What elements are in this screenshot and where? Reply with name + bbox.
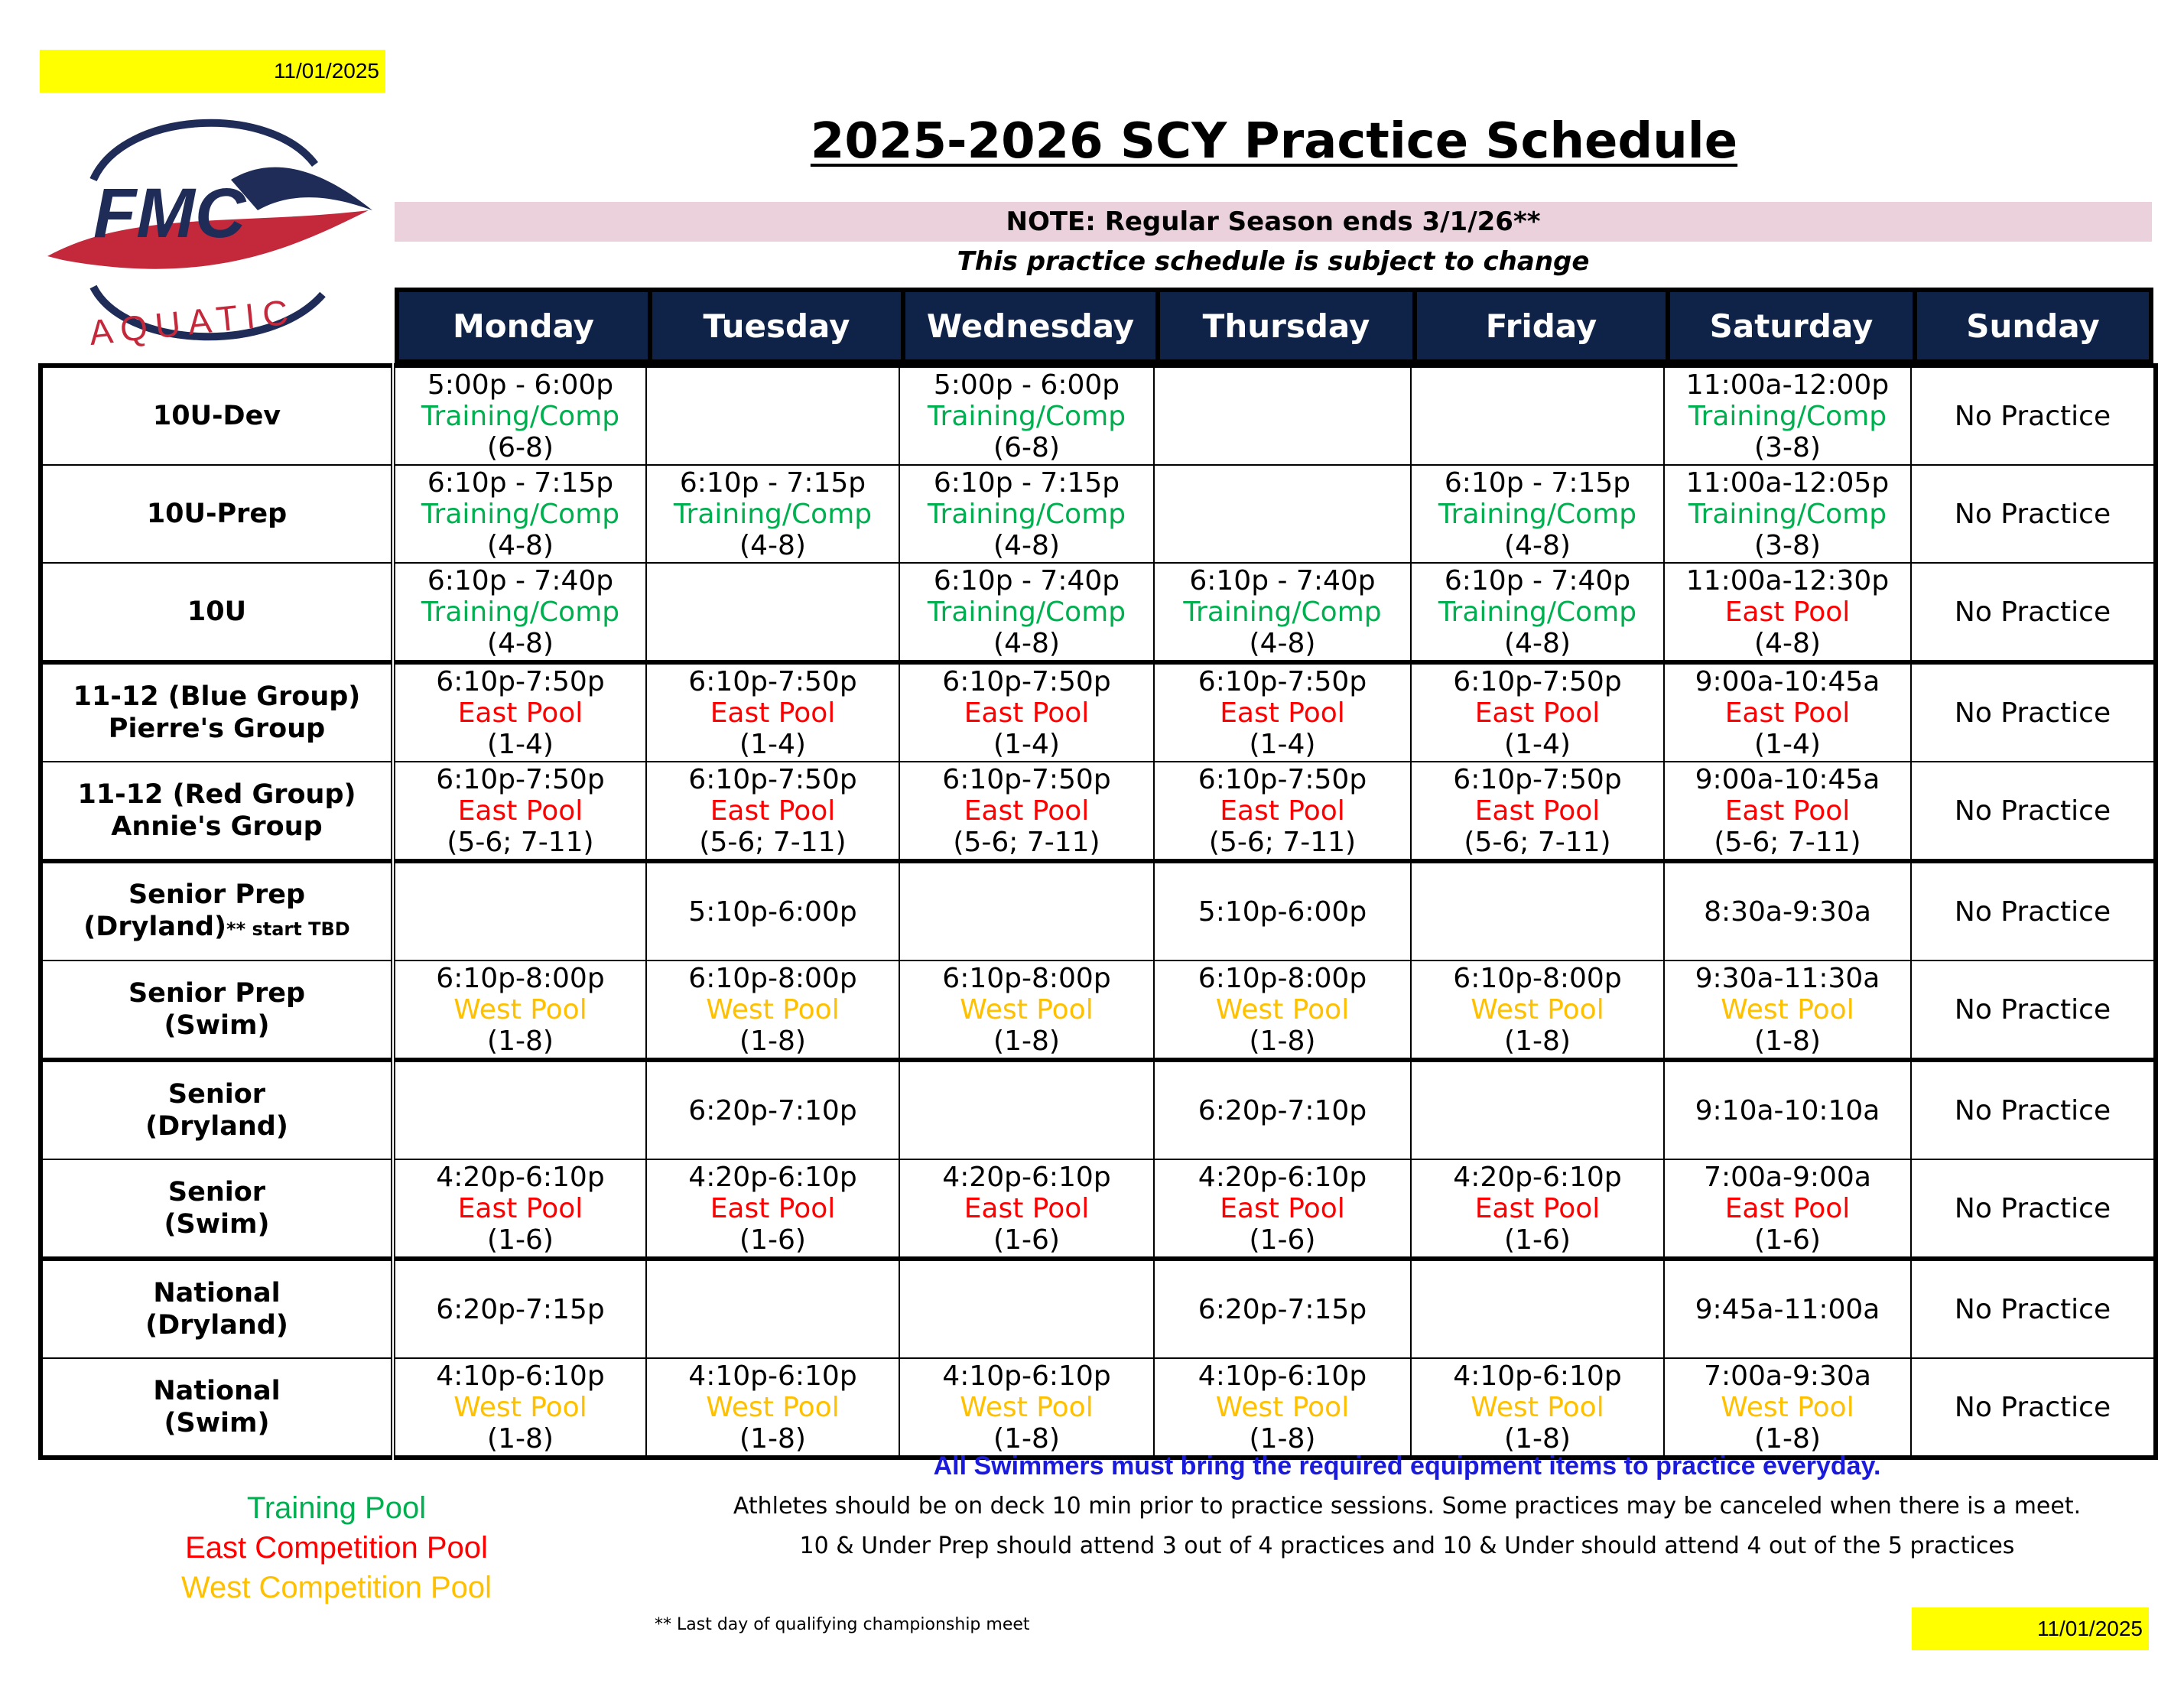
group-name-line: (Swim) — [164, 1408, 270, 1438]
session-time: 6:10p-7:50p — [688, 665, 857, 697]
group-name — [41, 662, 393, 762]
session-cell-monday — [393, 961, 646, 1060]
no-practice-label: No Practice — [1954, 1094, 2111, 1126]
pool-label: West Pool — [1215, 993, 1350, 1026]
session-time: 6:10p - 7:40p — [1189, 564, 1376, 596]
no-practice-label: No Practice — [1954, 1391, 2111, 1423]
session-cell-monday — [393, 465, 646, 563]
group-name-line: 11-12 (Red Group) — [77, 779, 356, 810]
session-time: 6:10p-8:00p — [1453, 962, 1622, 994]
pool-label: West Pool — [1721, 993, 1854, 1026]
session-cell-tuesday — [646, 1358, 899, 1458]
pool-label: East Pool — [1220, 795, 1345, 827]
pool-label: East Pool — [964, 795, 1090, 827]
pool-label: East Pool — [457, 697, 583, 729]
session-time: 4:20p-6:10p — [688, 1161, 857, 1193]
pool-label: Training/Comp — [1183, 596, 1382, 628]
lane-range: (6-8) — [487, 431, 554, 463]
lane-range: (1-8) — [1504, 1025, 1571, 1057]
group-name-suffix: ** start TBD — [226, 918, 350, 940]
session-cell-thursday — [1154, 1259, 1411, 1358]
session-cell-tuesday — [646, 465, 899, 563]
group-name-line: 10U-Prep — [146, 499, 288, 529]
pool-label: West Pool — [1471, 993, 1604, 1026]
pool-label: West Pool — [960, 993, 1094, 1026]
session-cell-saturday — [1664, 662, 1911, 762]
pool-label: Training/Comp — [421, 498, 620, 530]
date-badge-bottom: 11/01/2025 — [1912, 1607, 2149, 1650]
session-cell-friday — [1411, 465, 1664, 563]
lane-range: (4-8) — [993, 529, 1060, 561]
lane-range: (4-8) — [993, 627, 1060, 659]
group-name-line: 10U-Dev — [152, 401, 281, 431]
session-cell-monday — [393, 861, 646, 961]
pool-label: East Pool — [710, 795, 836, 827]
pool-label: East Pool — [1724, 1192, 1851, 1224]
session-cell-wednesday — [899, 662, 1154, 762]
schedule-row — [41, 662, 2156, 762]
lane-range: (4-8) — [739, 529, 806, 561]
lane-range: (1-8) — [1754, 1025, 1821, 1057]
session-cell-saturday — [1664, 465, 1911, 563]
pool-label: West Pool — [1721, 1391, 1854, 1423]
group-name-line: 10U — [187, 596, 247, 627]
schedule-disclaimer: This practice schedule is subject to change — [957, 246, 1590, 277]
schedule-row — [41, 465, 2156, 563]
group-name-line: Senior — [167, 1079, 266, 1110]
lane-range: (5-6; 7-11) — [953, 826, 1100, 858]
session-cell-friday — [1411, 762, 1664, 861]
lane-range: (1-6) — [739, 1224, 806, 1256]
session-time: 4:20p-6:10p — [436, 1161, 605, 1193]
pool-label: West Pool — [706, 1391, 840, 1423]
session-time: 6:10p-7:50p — [436, 665, 605, 697]
session-time: 6:20p-7:10p — [688, 1094, 857, 1126]
session-time: 11:00a-12:30p — [1685, 564, 1890, 596]
session-cell-saturday — [1664, 1259, 1911, 1358]
lane-range: (3-8) — [1754, 431, 1821, 463]
lane-range: (5-6; 7-11) — [1714, 826, 1861, 858]
lane-range: (1-8) — [993, 1025, 1060, 1057]
day-header-row — [395, 288, 2153, 364]
group-name-line: (Dryland) — [83, 911, 227, 942]
session-cell-saturday — [1664, 762, 1911, 861]
session-time: 6:10p-8:00p — [1198, 962, 1367, 994]
schedule-row — [41, 762, 2156, 861]
lane-range: (1-4) — [1754, 728, 1821, 760]
lane-range: (6-8) — [993, 431, 1060, 463]
session-cell-wednesday — [899, 762, 1154, 861]
schedule-row — [41, 1159, 2156, 1259]
schedule-row — [41, 563, 2156, 662]
legend-west-pool: West Competition Pool — [180, 1571, 492, 1604]
pool-label: West Pool — [706, 993, 840, 1026]
session-time: 6:10p-7:50p — [688, 763, 857, 795]
session-cell-thursday — [1154, 861, 1411, 961]
lane-range: (4-8) — [1249, 627, 1316, 659]
session-cell-tuesday — [646, 1159, 899, 1259]
session-cell-wednesday — [899, 563, 1154, 662]
session-cell-sunday — [1911, 762, 2156, 861]
no-practice-label: No Practice — [1954, 697, 2111, 729]
pool-label: Training/Comp — [1438, 596, 1637, 628]
lane-range: (5-6; 7-11) — [447, 826, 594, 858]
session-cell-friday — [1411, 961, 1664, 1060]
session-cell-sunday — [1911, 662, 2156, 762]
no-practice-label: No Practice — [1954, 498, 2111, 530]
lane-range: (1-8) — [1249, 1025, 1316, 1057]
session-time: 4:10p-6:10p — [688, 1360, 857, 1392]
no-practice-label: No Practice — [1954, 596, 2111, 628]
pool-label: Training/Comp — [927, 400, 1126, 432]
session-cell-tuesday — [646, 1060, 899, 1159]
logo-word: AQUATIC — [87, 291, 298, 353]
session-cell-wednesday — [899, 1159, 1154, 1259]
session-time: 6:10p-7:50p — [436, 763, 605, 795]
session-cell-wednesday — [899, 366, 1154, 465]
day-header-saturday: Saturday — [1666, 288, 1913, 364]
session-time: 6:10p-7:50p — [942, 665, 1111, 697]
group-name — [41, 961, 393, 1060]
session-time: 6:10p-8:00p — [688, 962, 857, 994]
pool-label: East Pool — [1724, 795, 1851, 827]
session-cell-sunday — [1911, 861, 2156, 961]
schedule-row — [41, 1358, 2156, 1458]
pool-label: Training/Comp — [673, 498, 873, 530]
group-name-line: (Swim) — [164, 1010, 270, 1041]
lane-range: (1-8) — [1504, 1422, 1571, 1455]
group-name-line-wrap — [43, 911, 391, 945]
session-time: 7:00a-9:30a — [1704, 1360, 1871, 1392]
group-name — [41, 366, 393, 465]
session-time: 4:10p-6:10p — [436, 1360, 605, 1392]
session-cell-thursday — [1154, 662, 1411, 762]
group-name-line: (Dryland) — [145, 1310, 288, 1341]
schedule-row — [41, 366, 2156, 465]
session-cell-wednesday — [899, 861, 1154, 961]
session-cell-sunday — [1911, 1159, 2156, 1259]
group-name-line: (Dryland) — [145, 1111, 288, 1142]
session-cell-wednesday — [899, 465, 1154, 563]
equipment-notice: All Swimmers must bring the required equipment items to practice everyday. — [933, 1451, 1881, 1481]
pool-label: East Pool — [457, 795, 583, 827]
lane-range: (1-8) — [993, 1422, 1060, 1455]
day-header-thursday: Thursday — [1155, 288, 1412, 364]
session-time: 4:20p-6:10p — [1198, 1161, 1367, 1193]
page-title-text: 2025-2026 SCY Practice Schedule — [810, 113, 1738, 170]
session-cell-sunday — [1911, 465, 2156, 563]
session-time: 6:20p-7:15p — [436, 1293, 605, 1325]
lane-range: (1-8) — [1754, 1422, 1821, 1455]
schedule-table — [38, 363, 2158, 1460]
lane-range: (1-6) — [1249, 1224, 1316, 1256]
pool-label: West Pool — [1215, 1391, 1350, 1423]
no-practice-label: No Practice — [1954, 993, 2111, 1026]
session-time: 7:00a-9:00a — [1704, 1161, 1871, 1193]
session-time: 6:10p-8:00p — [942, 962, 1111, 994]
session-time: 4:10p-6:10p — [942, 1360, 1111, 1392]
session-cell-thursday — [1154, 762, 1411, 861]
no-practice-label: No Practice — [1954, 896, 2111, 928]
pool-label: Training/Comp — [927, 498, 1126, 530]
pool-label: Training/Comp — [927, 596, 1126, 628]
session-time: 9:45a-11:00a — [1695, 1293, 1880, 1325]
session-cell-thursday — [1154, 563, 1411, 662]
pool-label: West Pool — [1471, 1391, 1604, 1423]
day-header-sunday: Sunday — [1913, 288, 2153, 364]
lane-range: (4-8) — [1504, 529, 1571, 561]
session-time: 6:10p-7:50p — [1198, 763, 1367, 795]
session-time: 9:30a-11:30a — [1695, 962, 1880, 994]
lane-range: (1-4) — [1249, 728, 1316, 760]
logo-letters: FMC — [93, 174, 246, 252]
session-cell-friday — [1411, 366, 1664, 465]
lane-range: (1-4) — [1504, 728, 1571, 760]
session-cell-sunday — [1911, 1060, 2156, 1159]
session-time: 6:10p-7:50p — [1198, 665, 1367, 697]
session-cell-thursday — [1154, 366, 1411, 465]
session-cell-saturday — [1664, 961, 1911, 1060]
lane-range: (1-4) — [739, 728, 806, 760]
session-cell-friday — [1411, 1259, 1664, 1358]
session-cell-friday — [1411, 563, 1664, 662]
session-cell-wednesday — [899, 961, 1154, 1060]
session-time: 6:10p-7:50p — [942, 763, 1111, 795]
lane-range: (1-8) — [739, 1025, 806, 1057]
session-cell-saturday — [1664, 1159, 1911, 1259]
session-time: 6:10p-7:50p — [1453, 763, 1622, 795]
session-time: 6:10p - 7:15p — [679, 466, 866, 499]
session-cell-tuesday — [646, 662, 899, 762]
no-practice-label: No Practice — [1954, 1293, 2111, 1325]
session-cell-tuesday — [646, 1259, 899, 1358]
session-cell-saturday — [1664, 366, 1911, 465]
lane-range: (1-4) — [993, 728, 1060, 760]
session-cell-monday — [393, 662, 646, 762]
lane-range: (1-6) — [487, 1224, 554, 1256]
session-cell-monday — [393, 1358, 646, 1458]
legend-east-pool: East Competition Pool — [185, 1531, 488, 1565]
group-name — [41, 1060, 393, 1159]
session-time: 4:10p-6:10p — [1198, 1360, 1367, 1392]
session-cell-wednesday — [899, 1060, 1154, 1159]
pool-label: East Pool — [710, 697, 836, 729]
lane-range: (1-6) — [1504, 1224, 1571, 1256]
attendance-notice: 10 & Under Prep should attend 3 out of 4 practices and 10 & Under should attend 4 out of the 5 practices — [799, 1533, 2015, 1559]
lane-range: (1-6) — [1754, 1224, 1821, 1256]
session-time: 6:10p-8:00p — [436, 962, 605, 994]
day-header-wednesday: Wednesday — [901, 288, 1155, 364]
session-cell-monday — [393, 1159, 646, 1259]
footnote: ** Last day of qualifying championship meet — [655, 1615, 1030, 1634]
group-name-line: Pierre's Group — [108, 713, 326, 744]
no-practice-label: No Practice — [1954, 1192, 2111, 1224]
session-cell-saturday — [1664, 1358, 1911, 1458]
no-practice-label: No Practice — [1954, 795, 2111, 827]
session-cell-monday — [393, 762, 646, 861]
session-time: 6:10p-7:50p — [1453, 665, 1622, 697]
session-cell-sunday — [1911, 1259, 2156, 1358]
session-time: 8:30a-9:30a — [1704, 896, 1871, 928]
session-time: 4:20p-6:10p — [1453, 1161, 1622, 1193]
pool-label: West Pool — [960, 1391, 1094, 1423]
lane-range: (3-8) — [1754, 529, 1821, 561]
group-name — [41, 1159, 393, 1259]
session-time: 6:20p-7:10p — [1198, 1094, 1367, 1126]
group-name — [41, 563, 393, 662]
day-header-tuesday: Tuesday — [648, 288, 901, 364]
session-time: 6:10p - 7:15p — [933, 466, 1120, 499]
session-time: 6:10p - 7:40p — [1444, 564, 1631, 596]
pool-label: East Pool — [1474, 1192, 1601, 1224]
group-name-line: Annie's Group — [111, 811, 323, 842]
session-time: 4:10p-6:10p — [1453, 1360, 1622, 1392]
session-cell-thursday — [1154, 1159, 1411, 1259]
pool-label: East Pool — [1474, 697, 1601, 729]
session-time: 5:00p - 6:00p — [933, 369, 1120, 401]
session-time: 5:10p-6:00p — [1198, 896, 1367, 928]
session-time: 6:20p-7:15p — [1198, 1293, 1367, 1325]
lane-range: (5-6; 7-11) — [699, 826, 847, 858]
session-cell-sunday — [1911, 563, 2156, 662]
session-cell-thursday — [1154, 465, 1411, 563]
pool-label: West Pool — [453, 1391, 587, 1423]
lane-range: (4-8) — [487, 627, 554, 659]
session-cell-friday — [1411, 1060, 1664, 1159]
group-name — [41, 465, 393, 563]
lane-range: (1-4) — [487, 728, 554, 760]
no-practice-label: No Practice — [1954, 400, 2111, 432]
pool-label: East Pool — [1474, 795, 1601, 827]
schedule-row — [41, 1060, 2156, 1159]
session-cell-friday — [1411, 1159, 1664, 1259]
season-note: NOTE: Regular Season ends 3/1/26** — [395, 202, 2152, 242]
page-title — [395, 113, 2153, 170]
schedule-row — [41, 861, 2156, 961]
pool-label: East Pool — [457, 1192, 583, 1224]
group-name-line: National — [153, 1278, 281, 1308]
session-time: 6:10p - 7:40p — [427, 564, 614, 596]
session-cell-wednesday — [899, 1259, 1154, 1358]
session-cell-sunday — [1911, 961, 2156, 1060]
session-cell-saturday — [1664, 563, 1911, 662]
session-cell-saturday — [1664, 861, 1911, 961]
group-name-line: 11-12 (Blue Group) — [73, 681, 361, 712]
pool-label: Training/Comp — [421, 596, 620, 628]
pool-label: Training/Comp — [1688, 498, 1887, 530]
group-name-line: National — [153, 1376, 281, 1406]
club-logo — [40, 96, 392, 359]
deck-time-notice: Athletes should be on deck 10 min prior to practice sessions. Some practices may be canceled when there is a meet. — [733, 1493, 2082, 1520]
session-cell-saturday — [1664, 1060, 1911, 1159]
pool-label: Training/Comp — [1438, 498, 1637, 530]
lane-range: (5-6; 7-11) — [1464, 826, 1611, 858]
lane-range: (1-6) — [993, 1224, 1060, 1256]
pool-label: Training/Comp — [421, 400, 620, 432]
group-name — [41, 861, 393, 961]
session-cell-tuesday — [646, 762, 899, 861]
lane-range: (1-8) — [487, 1422, 554, 1455]
session-cell-friday — [1411, 1358, 1664, 1458]
pool-label: East Pool — [1220, 1192, 1345, 1224]
session-time: 11:00a-12:00p — [1685, 369, 1890, 401]
session-cell-friday — [1411, 861, 1664, 961]
pool-label: Training/Comp — [1688, 400, 1887, 432]
session-time: 11:00a-12:05p — [1685, 466, 1890, 499]
session-cell-friday — [1411, 662, 1664, 762]
session-time: 9:00a-10:45a — [1695, 665, 1880, 697]
logo-swimmer — [231, 167, 372, 210]
group-name-line: Senior — [167, 1177, 266, 1208]
pool-label: East Pool — [1724, 596, 1851, 628]
session-cell-tuesday — [646, 861, 899, 961]
day-header-friday: Friday — [1412, 288, 1666, 364]
day-header-monday: Monday — [395, 288, 648, 364]
session-cell-sunday — [1911, 366, 2156, 465]
group-name — [41, 1358, 393, 1458]
session-time: 9:10a-10:10a — [1695, 1094, 1880, 1126]
legend-training-pool: Training Pool — [246, 1491, 427, 1525]
session-cell-tuesday — [646, 563, 899, 662]
session-time: 5:10p-6:00p — [688, 896, 857, 928]
session-time: 6:10p - 7:40p — [933, 564, 1120, 596]
group-name — [41, 1259, 393, 1358]
session-time: 6:10p - 7:15p — [427, 466, 614, 499]
pool-label: West Pool — [453, 993, 587, 1026]
session-time: 9:00a-10:45a — [1695, 763, 1880, 795]
pool-label: East Pool — [710, 1192, 836, 1224]
session-cell-thursday — [1154, 1060, 1411, 1159]
session-cell-monday — [393, 1060, 646, 1159]
lane-range: (4-8) — [1754, 627, 1821, 659]
group-name-line: Senior Prep — [128, 879, 306, 910]
session-cell-tuesday — [646, 366, 899, 465]
session-time: 5:00p - 6:00p — [427, 369, 614, 401]
session-cell-monday — [393, 366, 646, 465]
lane-range: (5-6; 7-11) — [1208, 826, 1357, 858]
pool-label: East Pool — [964, 697, 1090, 729]
session-cell-tuesday — [646, 961, 899, 1060]
lane-range: (4-8) — [487, 529, 554, 561]
group-name — [41, 762, 393, 861]
schedule-row — [41, 961, 2156, 1060]
session-cell-monday — [393, 563, 646, 662]
lane-range: (4-8) — [1504, 627, 1571, 659]
schedule-row — [41, 1259, 2156, 1358]
pool-label: East Pool — [964, 1192, 1090, 1224]
session-cell-sunday — [1911, 1358, 2156, 1458]
group-name-line: Senior Prep — [128, 978, 306, 1009]
session-time: 4:20p-6:10p — [942, 1161, 1111, 1193]
lane-range: (1-8) — [739, 1422, 806, 1455]
group-name-line: (Swim) — [164, 1209, 270, 1240]
session-cell-wednesday — [899, 1358, 1154, 1458]
lane-range: (1-8) — [1249, 1422, 1316, 1455]
pool-label: East Pool — [1724, 697, 1851, 729]
date-badge-top: 11/01/2025 — [40, 50, 385, 93]
session-cell-monday — [393, 1259, 646, 1358]
session-time: 6:10p - 7:15p — [1444, 466, 1631, 499]
lane-range: (1-8) — [487, 1025, 554, 1057]
session-cell-thursday — [1154, 1358, 1411, 1458]
session-cell-thursday — [1154, 961, 1411, 1060]
pool-label: East Pool — [1220, 697, 1345, 729]
